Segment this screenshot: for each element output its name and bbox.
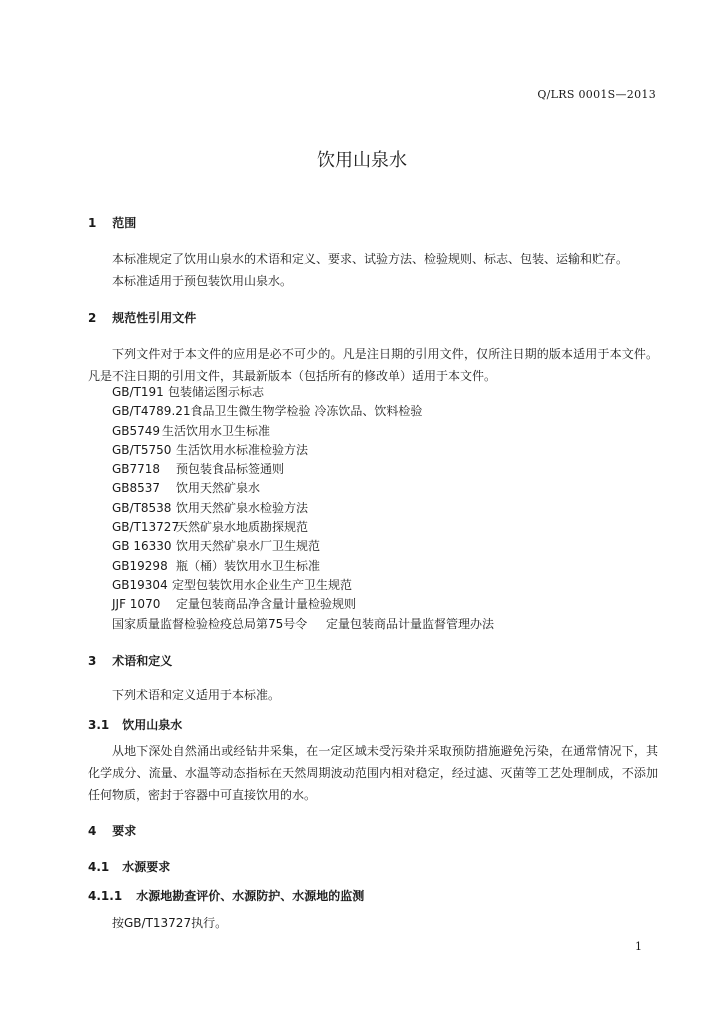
section-title: 范围 [112, 216, 137, 230]
terms-intro: 下列术语和定义适用于本标准。 [112, 688, 281, 702]
reference-item [112, 499, 494, 518]
reference-item [112, 537, 494, 556]
section-title: 饮用山泉水 [122, 718, 183, 732]
reference-code: GB19304 [112, 577, 168, 592]
standard-number: Q/LRS 0001S—2013 [537, 88, 656, 101]
section-title: 要求 [112, 824, 137, 838]
section-3-1-heading [88, 716, 182, 733]
section-number: 3 [88, 654, 97, 668]
section-title: 规范性引用文件 [112, 311, 197, 325]
reference-item [112, 441, 494, 460]
reference-code: GB19298 [112, 558, 168, 573]
reference-name: 饮用天然矿泉水 [176, 481, 261, 496]
definition-paragraph: 从地下深处自然涌出或经钻井采集，在一定区域未受污染并采取预防措施避免污染，在通常情况下，其化学成分、流量、水温等动态指标在天然周期波动范围内相对稳定，经过滤、灭菌等工艺处理制成，不添加任何物质，密封于容器中可直接饮用的水。 [88, 744, 658, 802]
reference-code: GB/T8538 [112, 500, 172, 515]
reference-item [112, 383, 494, 402]
document-title: 饮用山泉水 [317, 150, 407, 171]
reference-name: 生活饮用水卫生标准 [162, 423, 271, 438]
reference-code: GB/T191 [112, 385, 164, 399]
reference-item [112, 595, 494, 614]
reference-item [112, 422, 494, 441]
reference-code: GB/T13727 [112, 520, 180, 535]
reference-name: 预包装食品标签通则 [176, 462, 285, 477]
reference-name: 饮用天然矿泉水厂卫生规范 [176, 539, 321, 554]
reference-item [112, 479, 494, 498]
scope-paragraph-2: 本标准适用于预包装饮用山泉水。 [112, 274, 293, 288]
reference-list [112, 383, 494, 634]
reference-code: GB 16330 [112, 539, 172, 554]
reference-name: 食品卫生微生物学检验 冷冻饮品、饮料检验 [190, 404, 423, 419]
reference-code: JJF 1070 [112, 597, 161, 612]
section-number: 4.1 [88, 860, 110, 874]
section-4-1-heading [88, 858, 170, 875]
section-3-heading [88, 652, 172, 669]
reference-code: GB/T4789.21 [112, 404, 191, 419]
section-title: 术语和定义 [112, 654, 173, 668]
reference-item [112, 576, 494, 595]
reference-name: 瓶（桶）装饮用水卫生标准 [176, 558, 321, 573]
section-title: 水源地勘查评价、水源防护、水源地的监测 [136, 889, 365, 903]
references-intro: 下列文件对于本文件的应用是必不可少的。凡是注日期的引用文件，仅所注日期的版本适用于本文件。凡是不注日期的引用文件，其最新版本（包括所有的修改单）适用于本文件。 [88, 347, 658, 383]
section-number: 4.1.1 [88, 889, 123, 903]
reference-item [112, 460, 494, 479]
reference-name: 生活饮用水标准检验方法 [176, 442, 309, 457]
section-number: 1 [88, 216, 97, 230]
reference-item [112, 557, 494, 576]
page-number: 1 [635, 940, 642, 953]
reference-name: 饮用天然矿泉水检验方法 [176, 500, 309, 515]
section-4-heading [88, 822, 136, 839]
water-source-text: 按GB/T13727执行。 [112, 916, 228, 930]
reference-item [112, 518, 494, 537]
section-number: 4 [88, 824, 97, 838]
reference-code: GB/T5750 [112, 442, 172, 457]
section-number: 3.1 [88, 718, 110, 732]
reference-name: 包装储运图示标志 [168, 385, 265, 399]
section-number: 2 [88, 311, 97, 325]
section-2-heading [88, 309, 196, 326]
reference-name: 定量包装商品净含量计量检验规则 [176, 597, 357, 612]
section-title: 水源要求 [122, 860, 171, 874]
reference-name: 定型包装饮用水企业生产卫生规范 [172, 577, 353, 592]
reference-item [112, 402, 494, 421]
scope-paragraph-1: 本标准规定了饮用山泉水的术语和定义、要求、试验方法、检验规则、标志、包装、运输和贮存。 [112, 252, 629, 266]
reference-code: GB5749 [112, 423, 161, 438]
section-1-heading [88, 214, 136, 231]
reference-item [112, 615, 494, 634]
reference-name: 定量包装商品计量监督管理办法 [326, 616, 495, 631]
section-4-1-1-heading [88, 887, 364, 904]
reference-name: 天然矿泉水地质勘探规范 [176, 520, 309, 535]
reference-code: GB8537 [112, 481, 161, 496]
reference-code: GB7718 [112, 462, 161, 477]
reference-code: 国家质量监督检验检疫总局第75号令 [112, 616, 308, 631]
